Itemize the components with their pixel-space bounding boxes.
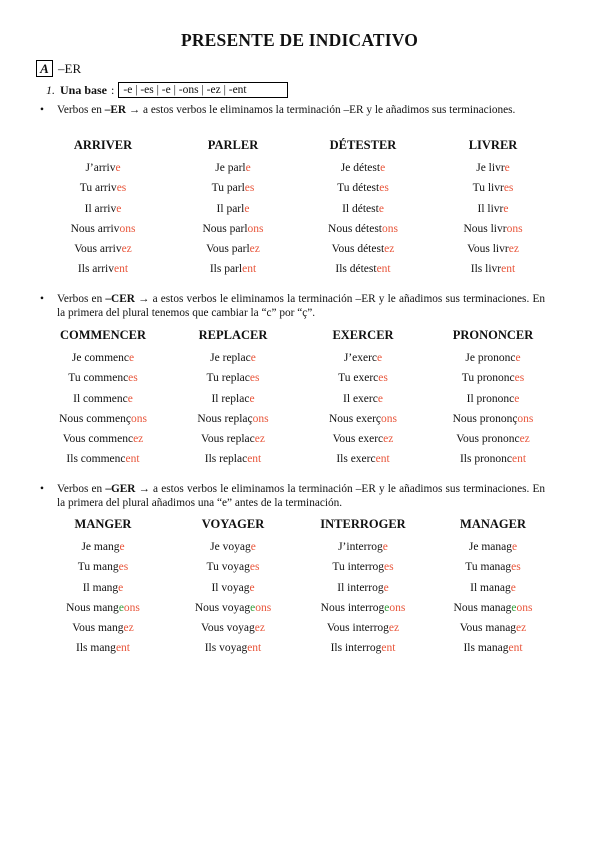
section-label: –ER — [58, 60, 82, 76]
verb-column — [298, 326, 428, 470]
form-ending: e — [380, 162, 386, 174]
verb-infinitive: EXERCER — [332, 328, 394, 342]
form-ending: e — [245, 162, 251, 174]
form-stem: Tu replac — [206, 372, 250, 385]
form-ending: e — [512, 541, 518, 553]
verb-column — [298, 136, 428, 280]
form-stem: Il manag — [470, 581, 511, 594]
conjugated-form — [38, 449, 168, 469]
form-stem: Tu voyag — [206, 561, 250, 574]
conjugated-form — [168, 618, 298, 638]
form-ending: ent — [376, 263, 391, 276]
form-stem: Ils mang — [76, 642, 116, 655]
conjugated-form — [298, 578, 428, 598]
form-ending: e — [119, 541, 125, 553]
conjugated-form — [38, 199, 168, 219]
form-ending: ez — [384, 243, 395, 256]
note-rest: → a estos verbos le eliminamos la terminación –ER y le añadimos sus terminaciones. — [126, 104, 516, 116]
conjugated-form — [168, 158, 298, 178]
form-stem: Il arriv — [84, 202, 117, 215]
form-ending: ez — [123, 622, 134, 635]
form-ending: ons — [381, 412, 398, 425]
form-stem: Vous replac — [201, 433, 255, 446]
conjugated-form — [38, 239, 168, 259]
form-ending: ons — [516, 601, 533, 614]
form-stem: Ils voyag — [204, 642, 248, 655]
form-stem: Vous mang — [72, 622, 124, 635]
conjugated-form — [298, 598, 428, 618]
form-stem: J’arriv — [85, 162, 116, 174]
form-ending: ons — [389, 601, 406, 614]
form-stem: Tu manag — [465, 561, 512, 574]
conjugated-form — [428, 389, 558, 409]
note-bold: –GER — [105, 483, 136, 495]
verb-infinitive: DÉTESTER — [329, 138, 397, 152]
form-ending: e — [382, 541, 388, 553]
form-ending: ons — [506, 222, 523, 235]
form-stem: Je détest — [340, 162, 381, 174]
form-ending: e — [129, 352, 135, 364]
form-stem: Je parl — [215, 162, 246, 174]
form-ending: es — [378, 372, 388, 385]
form-ending: ent — [247, 453, 262, 466]
verb-infinitive: COMMENCER — [59, 328, 147, 342]
verb-column — [168, 326, 298, 470]
base-endings-box: -e | -es | -e | -ons | -ez | -ent — [118, 82, 288, 98]
form-ending: e — [377, 352, 383, 364]
conjugated-form — [168, 409, 298, 429]
conjugated-form — [298, 219, 428, 239]
form-ending: es — [244, 182, 255, 195]
conjugated-form — [38, 598, 168, 618]
verb-infinitive: VOYAGER — [201, 517, 265, 531]
conjugated-form — [298, 259, 428, 279]
verb-column — [38, 136, 168, 280]
form-stem: Nous arriv — [70, 222, 120, 235]
form-stem: Je mang — [81, 541, 120, 553]
verb-infinitive: REPLACER — [198, 328, 268, 342]
form-ending: es — [249, 372, 260, 385]
conjugated-form — [38, 219, 168, 239]
form-stem: Ils prononc — [459, 453, 512, 466]
verb-infinitive: MANAGER — [460, 517, 526, 531]
form-ending: ent — [381, 642, 396, 655]
form-stem: Vous prononc — [456, 433, 520, 446]
form-stem: Vous parl — [206, 243, 250, 256]
verb-column — [428, 515, 558, 659]
form-ending: e — [116, 202, 122, 215]
conjugated-form — [298, 389, 428, 409]
form-ending: es — [116, 182, 127, 195]
conjugated-form — [428, 158, 558, 178]
form-stem: Il voyag — [211, 581, 250, 594]
conjugated-form — [428, 368, 558, 388]
form-stem: Nous prononç — [452, 412, 518, 425]
conjugated-form — [428, 537, 558, 557]
verb-column — [168, 136, 298, 280]
conjugated-form — [168, 429, 298, 449]
conjugated-form — [298, 348, 428, 368]
form-ending: ez — [121, 243, 132, 256]
form-stem: Tu mang — [77, 561, 119, 574]
form-ending: ons — [119, 222, 136, 235]
conjugated-form — [38, 409, 168, 429]
form-ending: ons — [247, 222, 264, 235]
form-ending: ez — [388, 622, 400, 635]
form-ending: e — [504, 162, 510, 174]
form-stem: Ils commenc — [66, 453, 126, 466]
form-ending: e — [377, 392, 383, 405]
form-stem: Nous manag — [453, 601, 512, 614]
form-ending: ez — [133, 433, 144, 446]
conjugated-form — [168, 598, 298, 618]
form-stem: Il exerc — [343, 392, 378, 405]
conjugated-form — [168, 578, 298, 598]
form-stem: Ils interrog — [330, 642, 382, 655]
conjugated-form — [38, 178, 168, 198]
form-stem: Tu parl — [211, 182, 245, 195]
form-ending: e — [244, 202, 250, 215]
form-stem: Il parl — [216, 202, 245, 215]
form-stem: Je voyag — [210, 541, 251, 553]
form-stem: Je prononc — [465, 352, 516, 364]
conjugated-form — [298, 618, 428, 638]
conjugated-form — [298, 178, 428, 198]
form-inserted-e: e — [118, 601, 124, 614]
verb-column — [38, 326, 168, 470]
conjugated-form — [168, 389, 298, 409]
form-ending: ent — [115, 642, 130, 655]
conjugated-form — [428, 409, 558, 429]
conjugated-form — [168, 348, 298, 368]
conjugated-form — [168, 368, 298, 388]
conjugated-form — [168, 557, 298, 577]
form-ending: es — [379, 182, 389, 195]
form-stem: Tu interrog — [332, 561, 385, 574]
form-stem: Ils arriv — [77, 263, 115, 276]
conjugated-form — [298, 239, 428, 259]
form-inserted-e: e — [384, 601, 390, 614]
form-stem: Je replac — [210, 352, 251, 364]
form-stem: Ils manag — [463, 642, 509, 655]
form-ending: ons — [382, 222, 398, 235]
form-ending: ons — [255, 601, 272, 614]
conjugated-form — [298, 158, 428, 178]
form-ending: ent — [508, 642, 523, 655]
form-stem: Nous livr — [463, 222, 507, 235]
form-ending: ez — [254, 622, 265, 635]
form-stem: Tu détest — [337, 182, 380, 195]
conjugated-form — [168, 219, 298, 239]
note-bold: –CER — [105, 293, 135, 305]
form-ending: es — [503, 182, 514, 195]
form-ending: e — [249, 581, 255, 594]
form-ending: e — [249, 392, 255, 405]
form-stem: Vous voyag — [201, 622, 255, 635]
form-ending: es — [128, 372, 138, 385]
group-note — [40, 292, 545, 320]
conjugated-form — [298, 537, 428, 557]
form-stem: Vous manag — [459, 622, 517, 635]
group-note — [40, 482, 545, 510]
form-stem: Je livr — [476, 162, 505, 174]
conjugated-form — [298, 557, 428, 577]
note-prefix: Verbos en — [57, 293, 106, 305]
verb-column — [168, 515, 298, 659]
conjugated-form — [428, 449, 558, 469]
conjugated-form — [168, 259, 298, 279]
form-ending: ent — [125, 453, 140, 466]
form-ending: es — [249, 561, 260, 574]
conjugated-form — [428, 199, 558, 219]
conjugated-form — [38, 389, 168, 409]
conjugated-form — [168, 449, 298, 469]
form-stem: Il interrog — [337, 581, 384, 594]
verb-infinitive: MANGER — [74, 517, 132, 531]
form-stem: Vous livr — [467, 243, 509, 256]
form-ending: e — [514, 392, 520, 405]
form-ending: es — [384, 561, 394, 574]
form-ending: ons — [123, 601, 140, 614]
form-stem: Tu prononc — [461, 372, 515, 385]
verb-infinitive: INTERROGER — [320, 517, 406, 531]
conjugated-form — [428, 178, 558, 198]
form-stem: Il mang — [82, 581, 119, 594]
verb-infinitive: ARRIVER — [73, 138, 133, 152]
base-endings-line — [46, 82, 288, 98]
form-ending: ez — [516, 622, 527, 635]
form-ending: e — [250, 541, 256, 553]
form-ending: e — [127, 392, 133, 405]
conjugated-form — [38, 618, 168, 638]
conjugated-form — [38, 638, 168, 658]
conjugated-form — [298, 368, 428, 388]
conjugated-form — [298, 638, 428, 658]
note-bold: –ER — [104, 104, 127, 116]
form-stem: Ils livr — [470, 263, 502, 276]
form-ending: e — [503, 202, 509, 215]
form-stem: Nous exerç — [328, 412, 382, 425]
form-ending: e — [515, 352, 521, 364]
form-stem: Il commenc — [73, 392, 128, 405]
form-stem: Vous commenc — [62, 433, 134, 446]
form-ending: ez — [519, 433, 530, 446]
verb-column — [38, 515, 168, 659]
form-ending: es — [118, 561, 129, 574]
conjugated-form — [298, 429, 428, 449]
conjugated-form — [428, 429, 558, 449]
form-stem: Ils exerc — [336, 453, 376, 466]
form-stem: Il livr — [477, 202, 504, 215]
form-stem: Ils parl — [209, 263, 243, 276]
form-ending: e — [115, 162, 121, 174]
form-stem: Nous détest — [328, 222, 382, 235]
form-ending: es — [514, 372, 525, 385]
conjugated-form — [298, 449, 428, 469]
form-ending: ons — [252, 412, 269, 425]
conjugated-form — [168, 178, 298, 198]
form-ending: ent — [247, 642, 262, 655]
conjugated-form — [38, 429, 168, 449]
form-stem: Je commenc — [71, 352, 130, 364]
section-letter-box: A — [36, 60, 53, 77]
form-inserted-e: e — [511, 601, 517, 614]
page-title: PRESENTE DE INDICATIVO — [180, 30, 419, 50]
form-stem: Tu arriv — [79, 182, 117, 195]
form-ending: ent — [501, 263, 516, 276]
conjugated-form — [38, 259, 168, 279]
form-stem: Tu exerc — [338, 372, 379, 385]
form-ending: e — [378, 202, 384, 215]
form-stem: J’interrog — [338, 541, 383, 553]
conjugated-form — [168, 199, 298, 219]
conjugated-form — [298, 409, 428, 429]
form-stem: Il détest — [342, 202, 379, 215]
form-ending: ons — [517, 412, 534, 425]
conjugated-form — [38, 158, 168, 178]
form-stem: Ils replac — [204, 453, 248, 466]
conjugated-form — [428, 618, 558, 638]
form-stem: Je manag — [468, 541, 512, 553]
bullet-dot-icon: • — [40, 104, 44, 116]
conjugated-form — [428, 219, 558, 239]
note-prefix: Verbos en — [57, 483, 106, 495]
form-ending: e — [383, 581, 389, 594]
form-ending: ent — [114, 263, 129, 276]
verb-column — [428, 136, 558, 280]
note-rest: → a estos verbos le eliminamos la terminación –ER y le añadimos sus terminaciones. En la primera del plural tenemos que cambiar la “c” por “ç”. — [57, 293, 545, 319]
form-stem: Tu livr — [472, 182, 504, 195]
form-ending: ent — [512, 453, 527, 466]
form-stem: Vous interrog — [326, 622, 389, 635]
form-ending: e — [250, 352, 256, 364]
group-note — [40, 103, 545, 117]
form-stem: Il prononc — [466, 392, 515, 405]
verb-infinitive: LIVRER — [468, 138, 518, 152]
conjugated-form — [38, 578, 168, 598]
form-ending: e — [118, 581, 124, 594]
section-heading — [36, 60, 81, 77]
form-stem: Nous voyag — [194, 601, 251, 614]
verb-column — [428, 326, 558, 470]
conjugated-form — [428, 578, 558, 598]
form-ending: es — [511, 561, 521, 574]
verb-column — [298, 515, 428, 659]
conjugated-form — [38, 557, 168, 577]
form-ending: ez — [508, 243, 519, 256]
form-ending: ons — [130, 412, 147, 425]
note-rest: → a estos verbos le eliminamos la terminación –ER y le añadimos sus terminaciones. En la primera del plural añadimos una “e” antes de la terminación. — [57, 483, 545, 509]
form-ending: ez — [249, 243, 260, 256]
form-stem: Il replac — [211, 392, 250, 405]
form-ending: ez — [254, 433, 265, 446]
form-stem: Nous mang — [66, 601, 119, 614]
form-ending: ent — [375, 453, 390, 466]
verb-infinitive: PARLER — [207, 138, 259, 152]
conjugated-form — [428, 638, 558, 658]
form-inserted-e: e — [250, 601, 256, 614]
conjugated-form — [428, 598, 558, 618]
base-number: 1. — [46, 82, 55, 97]
base-label: Una base — [60, 82, 108, 97]
form-stem: Nous interrog — [320, 601, 385, 614]
conjugated-form — [428, 259, 558, 279]
form-stem: Ils détest — [335, 263, 377, 276]
form-stem: Vous exerc — [332, 433, 384, 446]
conjugated-form — [168, 537, 298, 557]
form-ending: ent — [242, 263, 257, 276]
form-ending: ez — [383, 433, 394, 446]
verb-infinitive: PRONONCER — [452, 328, 534, 342]
form-stem: Nous commenç — [59, 412, 131, 425]
conjugated-form — [38, 348, 168, 368]
form-ending: e — [510, 581, 516, 594]
conjugated-form — [428, 239, 558, 259]
form-stem: Vous arriv — [74, 243, 122, 256]
bullet-dot-icon: • — [40, 293, 44, 305]
form-stem: Tu commenc — [68, 372, 129, 385]
conjugated-form — [298, 199, 428, 219]
bullet-dot-icon: • — [40, 483, 44, 495]
note-prefix: Verbos en — [57, 104, 105, 116]
form-stem: Nous parl — [202, 222, 248, 235]
conjugated-form — [428, 557, 558, 577]
conjugated-form — [38, 368, 168, 388]
conjugated-form — [38, 537, 168, 557]
conjugated-form — [168, 239, 298, 259]
conjugated-form — [428, 348, 558, 368]
form-stem: Nous replaç — [197, 412, 253, 425]
form-stem: Vous détest — [331, 243, 385, 256]
base-colon: : — [111, 82, 115, 97]
form-stem: J’exerc — [343, 352, 378, 364]
conjugated-form — [168, 638, 298, 658]
